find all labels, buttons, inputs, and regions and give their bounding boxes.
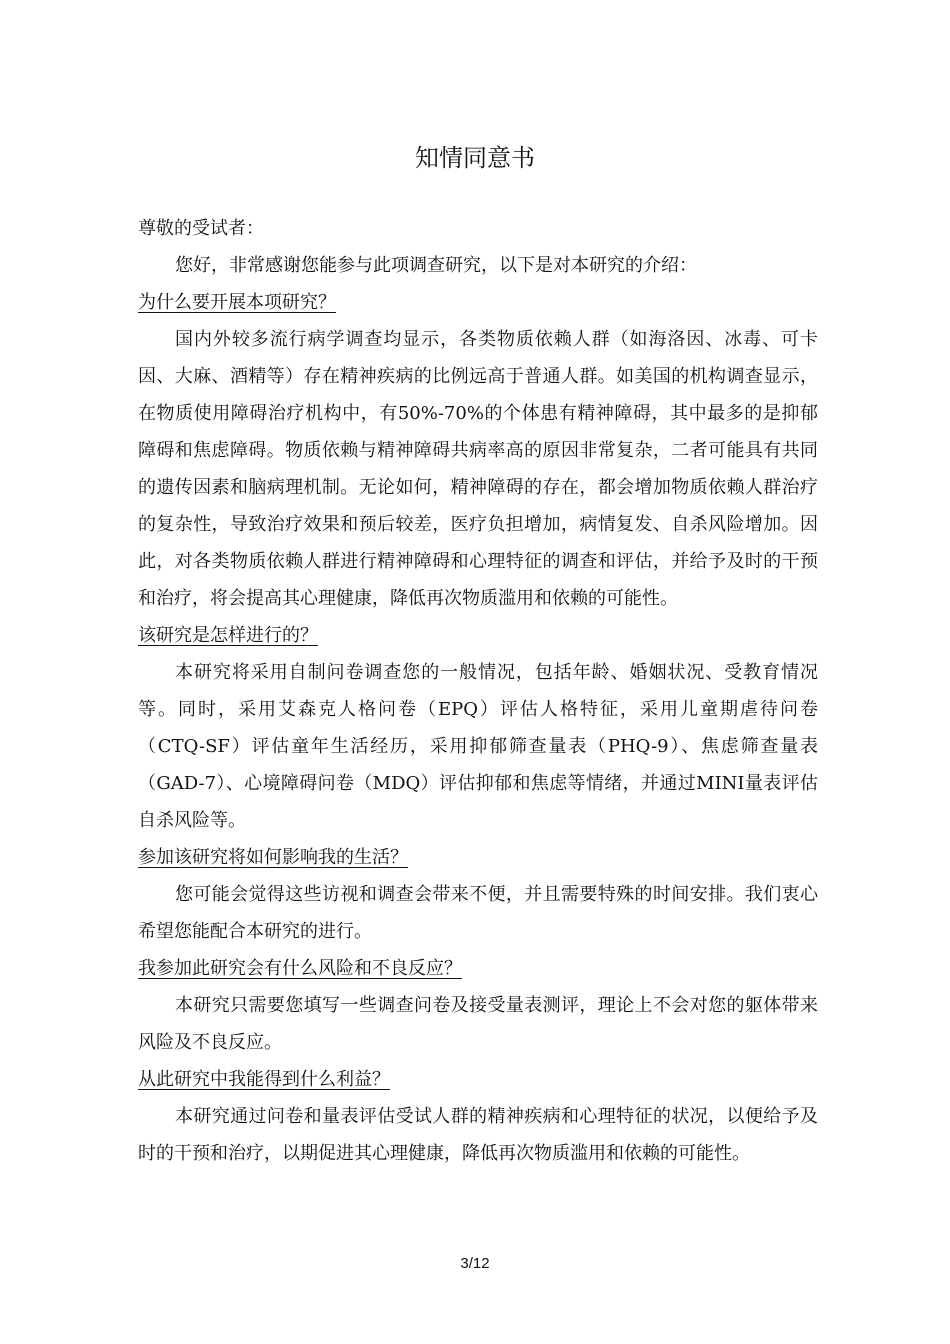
consent-body: [138, 210, 818, 1172]
page-number: 3/12: [460, 1255, 490, 1272]
section-body-why: 国内外较多流行病学调查均显示，各类物质依赖人群（如海洛因、冰毒、可卡因、大麻、酒精等）存在精神疾病的比例远高于普通人群。如美国的机构调查显示，在物质使用障碍治疗机构中，有50%-70%的个体患有精神障碍，其中最多的是抑郁障碍和焦虑障碍。物质依赖与精神障碍共病率高的原因非常复杂，二者可能具有共同的遗传因素和脑病理机制。无论如何，精神障碍的存在，都会增加物质依赖人群治疗的复杂性，导致治疗效果和预后较差，医疗负担增加，病情复发、自杀风险增加。因此，对各类物质依赖人群进行精神障碍和心理特征的调查和评估，并给予及时的干预和治疗，将会提高其心理健康，降低再次物质滥用和依赖的可能性。: [138, 329, 818, 609]
section-body-how: 本研究将采用自制问卷调查您的一般情况，包括年龄、婚姻状况、受教育情况等。同时，采用艾森克人格问卷（EPQ）评估人格特征，采用儿童期虐待问卷（CTQ-SF）评估童年生活经历，采用抑郁筛查量表（PHQ-9）、焦虑筛查量表（GAD-7）、心境障碍问卷（MDQ）评估抑郁和焦虑等情绪，并通过MINI量表评估自杀风险等。: [138, 662, 818, 831]
salutation: 尊敬的受试者：: [138, 218, 264, 239]
section-body-impact: 您可能会觉得这些访视和调查会带来不便，并且需要特殊的时间安排。我们衷心希望您能配合本研究的进行。: [138, 884, 818, 942]
section-body-risks: 本研究只需要您填写一些调查问卷及接受量表测评，理论上不会对您的躯体带来风险及不良反应。: [138, 995, 818, 1053]
section-heading-how: 该研究是怎样进行的？: [138, 625, 318, 646]
document-title: 知情同意书: [415, 144, 535, 172]
section-heading-risks: 我参加此研究会有什么风险和不良反应？: [138, 958, 462, 979]
intro-paragraph: 您好，非常感谢您能参与此项调查研究，以下是对本研究的介绍：: [175, 255, 697, 276]
section-heading-impact: 参加该研究将如何影响我的生活？: [138, 847, 408, 868]
section-body-benefits: 本研究通过问卷和量表评估受试人群的精神疾病和心理特征的状况，以便给予及时的干预和治疗，以期促进其心理健康，降低再次物质滥用和依赖的可能性。: [138, 1106, 818, 1164]
section-heading-why: 为什么要开展本项研究？: [138, 292, 336, 313]
section-heading-benefits: 从此研究中我能得到什么利益？: [138, 1069, 390, 1090]
